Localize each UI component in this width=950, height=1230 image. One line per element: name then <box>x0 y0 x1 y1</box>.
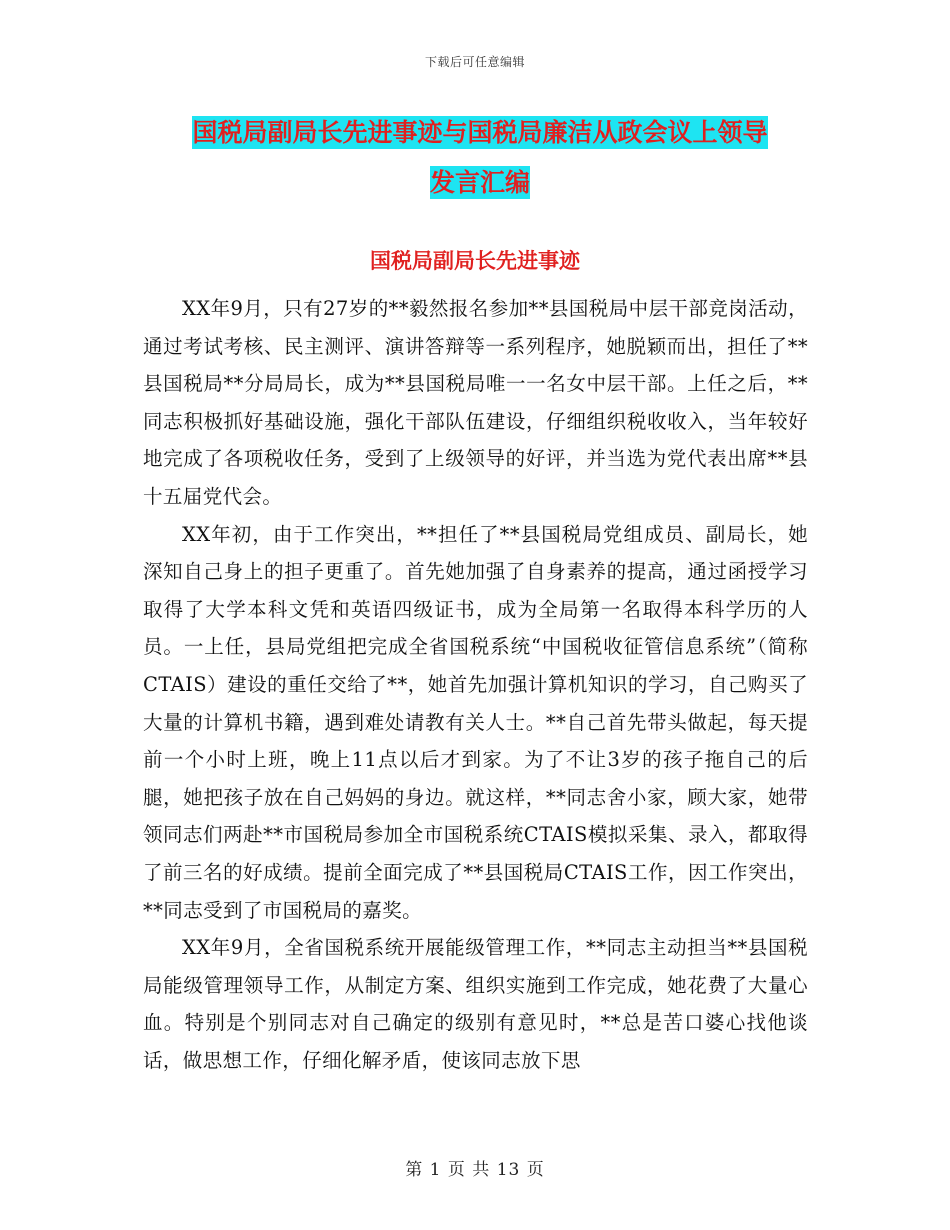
body-text <box>143 290 808 1079</box>
paragraph: XX年初，由于工作突出，**担任了**县国税局党组成员、副局长，她深知自己身上的担子更重了。首先她加强了自身素养的提高，通过函授学习取得了大学本科文凭和英语四级证书，成为全局第一名取得本科学历的人员。一上任，县局党组把完成全省国税系统“中国税收征管信息系统”（简称CTAIS）建设的重任交给了**，她首先加强计算机知识的学习，自己购买了大量的计算机书籍，遇到难处请教有关人士。**自己首先带头做起，每天提前一个小时上班，晚上11点以后才到家。为了不让3岁的孩子拖自己的后腿，她把孩子放在自己妈妈的身边。就这样，**同志舍小家，顾大家，她带领同志们两赴**市国税局参加全市国税系统CTAIS模拟采集、录入，都取得了前三名的好成绩。提前全面完成了**县国税局CTAIS工作，因工作突出，**同志受到了市国税局的嘉奖。 <box>143 522 808 922</box>
document-title <box>140 108 820 208</box>
page-footer: 第 1 页 共 13 页 <box>405 1160 545 1180</box>
document-title-line-1: 国税局副局长先进事迹与国税局廉洁从政会议上领导 <box>192 118 768 147</box>
paragraph: XX年9月，全省国税系统开展能级管理工作，**同志主动担当**县国税局能级管理领导工作，从制定方案、组织实施到工作完成，她花费了大量心血。特别是个别同志对自己确定的级别有意见时，**总是苦口婆心找他谈话，做思想工作，仔细化解矛盾，使该同志放下思 <box>143 936 808 1072</box>
document-title-line-2: 发言汇编 <box>429 168 530 197</box>
section-title: 国税局副局长先进事迹 <box>370 249 580 273</box>
header-note: 下载后可任意编辑 <box>424 55 525 69</box>
paragraph: XX年9月，只有27岁的**毅然报名参加**县国税局中层干部竞岗活动，通过考试考核、民主测评、演讲答辩等一系列程序，她脱颖而出，担任了**县国税局**分局局长，成为**县国税局唯一一名女中层干部。上任之后，**同志积极抓好基础设施，强化干部队伍建设，仔细组织税收收入，当年较好地完成了各项税收任务，受到了上级领导的好评，并当选为党代表出席**县十五届党代会。 <box>143 297 808 508</box>
